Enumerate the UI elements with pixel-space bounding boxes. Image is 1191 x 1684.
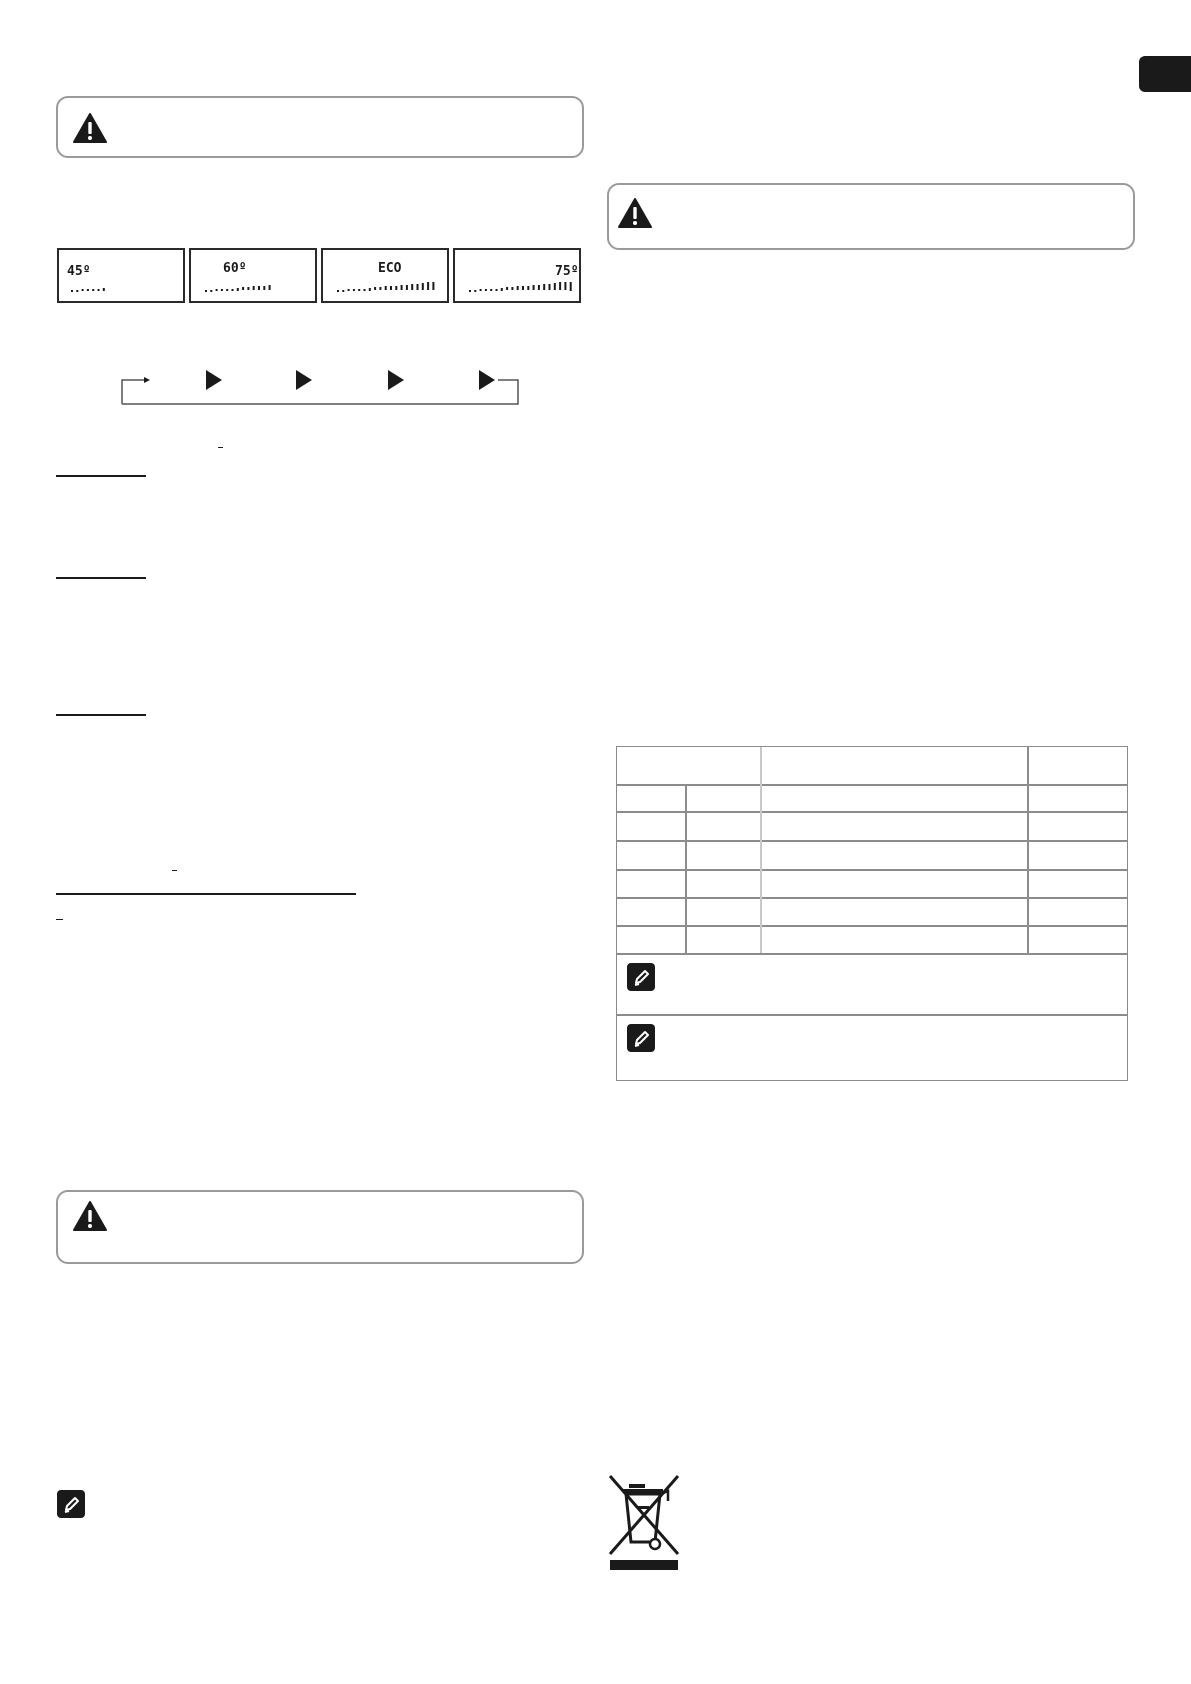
temperature-level-tick xyxy=(422,283,424,290)
temperature-panel-45 xyxy=(57,248,185,303)
temperature-level-tick xyxy=(527,286,529,290)
language-tab xyxy=(1139,56,1191,92)
pencil-note-icon xyxy=(57,1490,85,1518)
cycle-sequence-diagram xyxy=(118,366,524,406)
text-mark xyxy=(56,919,63,920)
temperature-level-tick xyxy=(210,290,212,292)
text-mark xyxy=(218,447,223,448)
temperature-level-ticks xyxy=(467,280,577,294)
temperature-level-tick xyxy=(87,289,89,291)
temperature-level-tick xyxy=(501,288,503,291)
next-arrow-icon xyxy=(296,370,312,390)
temperature-label: ECO xyxy=(378,261,402,276)
temperature-level-tick xyxy=(342,290,344,292)
pencil-note-icon xyxy=(627,963,655,991)
temperature-level-tick xyxy=(390,286,392,290)
warning-box-top xyxy=(56,96,584,158)
temperature-level-tick xyxy=(417,284,419,290)
temperature-level-tick xyxy=(92,289,94,291)
temperature-level-tick xyxy=(369,288,371,291)
temperature-level-tick xyxy=(554,283,556,290)
temperature-level-tick xyxy=(364,289,366,291)
temperature-level-tick xyxy=(253,286,255,290)
temperature-level-tick xyxy=(353,289,355,291)
table-rule xyxy=(617,953,1127,955)
temperature-level-tick xyxy=(538,285,540,290)
temperature-level-tick xyxy=(216,289,218,291)
temperature-level-tick xyxy=(205,290,207,292)
temperature-level-tick xyxy=(385,286,387,290)
temperature-panel-75 xyxy=(453,248,581,303)
table-rule xyxy=(617,840,1127,842)
section-heading-underline xyxy=(56,714,146,716)
temperature-level-tick xyxy=(263,286,265,290)
temperature-level-tick xyxy=(337,290,339,292)
crossed-out-wheelie-bin-icon xyxy=(605,1472,685,1572)
temperature-indicator-strip xyxy=(57,248,581,303)
temperature-level-tick xyxy=(269,285,271,290)
temperature-level-tick xyxy=(480,289,482,291)
text-mark xyxy=(172,870,177,871)
temperature-level-tick xyxy=(242,287,244,290)
next-arrow-icon xyxy=(388,370,404,390)
temperature-level-tick xyxy=(98,289,100,291)
temperature-level-tick xyxy=(348,289,350,291)
temperature-label: 60º xyxy=(223,261,247,276)
temperature-label: 75º xyxy=(555,264,579,279)
temperature-level-tick xyxy=(533,285,535,290)
temperature-level-tick xyxy=(469,290,471,292)
table-rule xyxy=(617,925,1127,927)
temperature-level-tick xyxy=(221,289,223,291)
temperature-level-tick xyxy=(232,289,234,291)
warning-triangle-icon xyxy=(72,1200,108,1232)
table-rule xyxy=(1027,747,1029,953)
temperature-level-tick xyxy=(379,287,381,290)
warning-triangle-icon xyxy=(72,112,108,144)
warning-box-right xyxy=(607,183,1135,250)
next-arrow-icon xyxy=(479,370,495,390)
temperature-level-tick xyxy=(237,288,239,291)
specifications-table xyxy=(616,746,1128,1081)
temperature-level-ticks xyxy=(203,280,313,294)
temperature-level-tick xyxy=(82,289,84,291)
temperature-level-ticks xyxy=(335,280,445,294)
section-heading-underline xyxy=(56,475,146,477)
temperature-level-tick xyxy=(474,290,476,292)
temperature-level-tick xyxy=(247,287,249,290)
table-rule xyxy=(617,1014,1127,1016)
temperature-panel-eco xyxy=(321,248,449,303)
temperature-panel-60 xyxy=(189,248,317,303)
next-arrow-icon xyxy=(206,370,222,390)
temperature-level-tick xyxy=(76,290,78,292)
temperature-level-tick xyxy=(395,286,397,290)
pencil-note-icon xyxy=(627,1024,655,1052)
temperature-level-tick xyxy=(411,284,413,290)
temperature-level-tick xyxy=(490,289,492,291)
temperature-label: 45º xyxy=(67,264,91,279)
temperature-level-tick xyxy=(226,289,228,291)
temperature-level-tick xyxy=(506,287,508,290)
section-heading-underline xyxy=(56,893,356,895)
temperature-level-tick xyxy=(522,286,524,290)
table-rule xyxy=(685,784,687,953)
temperature-level-tick xyxy=(432,282,434,290)
temperature-level-tick xyxy=(258,286,260,290)
table-rule xyxy=(617,811,1127,813)
temperature-level-tick xyxy=(543,284,545,290)
temperature-level-tick xyxy=(511,287,513,290)
temperature-level-tick xyxy=(564,282,566,290)
temperature-level-tick xyxy=(496,289,498,291)
table-rule xyxy=(760,747,762,953)
temperature-level-tick xyxy=(485,289,487,291)
table-rule xyxy=(617,897,1127,899)
temperature-level-tick xyxy=(517,286,519,290)
temperature-level-ticks xyxy=(69,280,179,294)
warning-triangle-icon xyxy=(617,197,653,229)
temperature-level-tick xyxy=(406,285,408,290)
table-rule xyxy=(617,784,1127,786)
temperature-level-tick xyxy=(401,285,403,290)
temperature-level-tick xyxy=(103,288,105,291)
temperature-level-tick xyxy=(71,290,73,292)
table-rule xyxy=(617,869,1127,871)
temperature-level-tick xyxy=(559,282,561,290)
temperature-level-tick xyxy=(549,284,551,290)
temperature-level-tick xyxy=(374,287,376,290)
warning-box-bottom xyxy=(56,1190,584,1264)
temperature-level-tick xyxy=(570,282,572,291)
section-heading-underline xyxy=(56,577,146,579)
temperature-level-tick xyxy=(427,282,429,290)
temperature-level-tick xyxy=(358,289,360,291)
